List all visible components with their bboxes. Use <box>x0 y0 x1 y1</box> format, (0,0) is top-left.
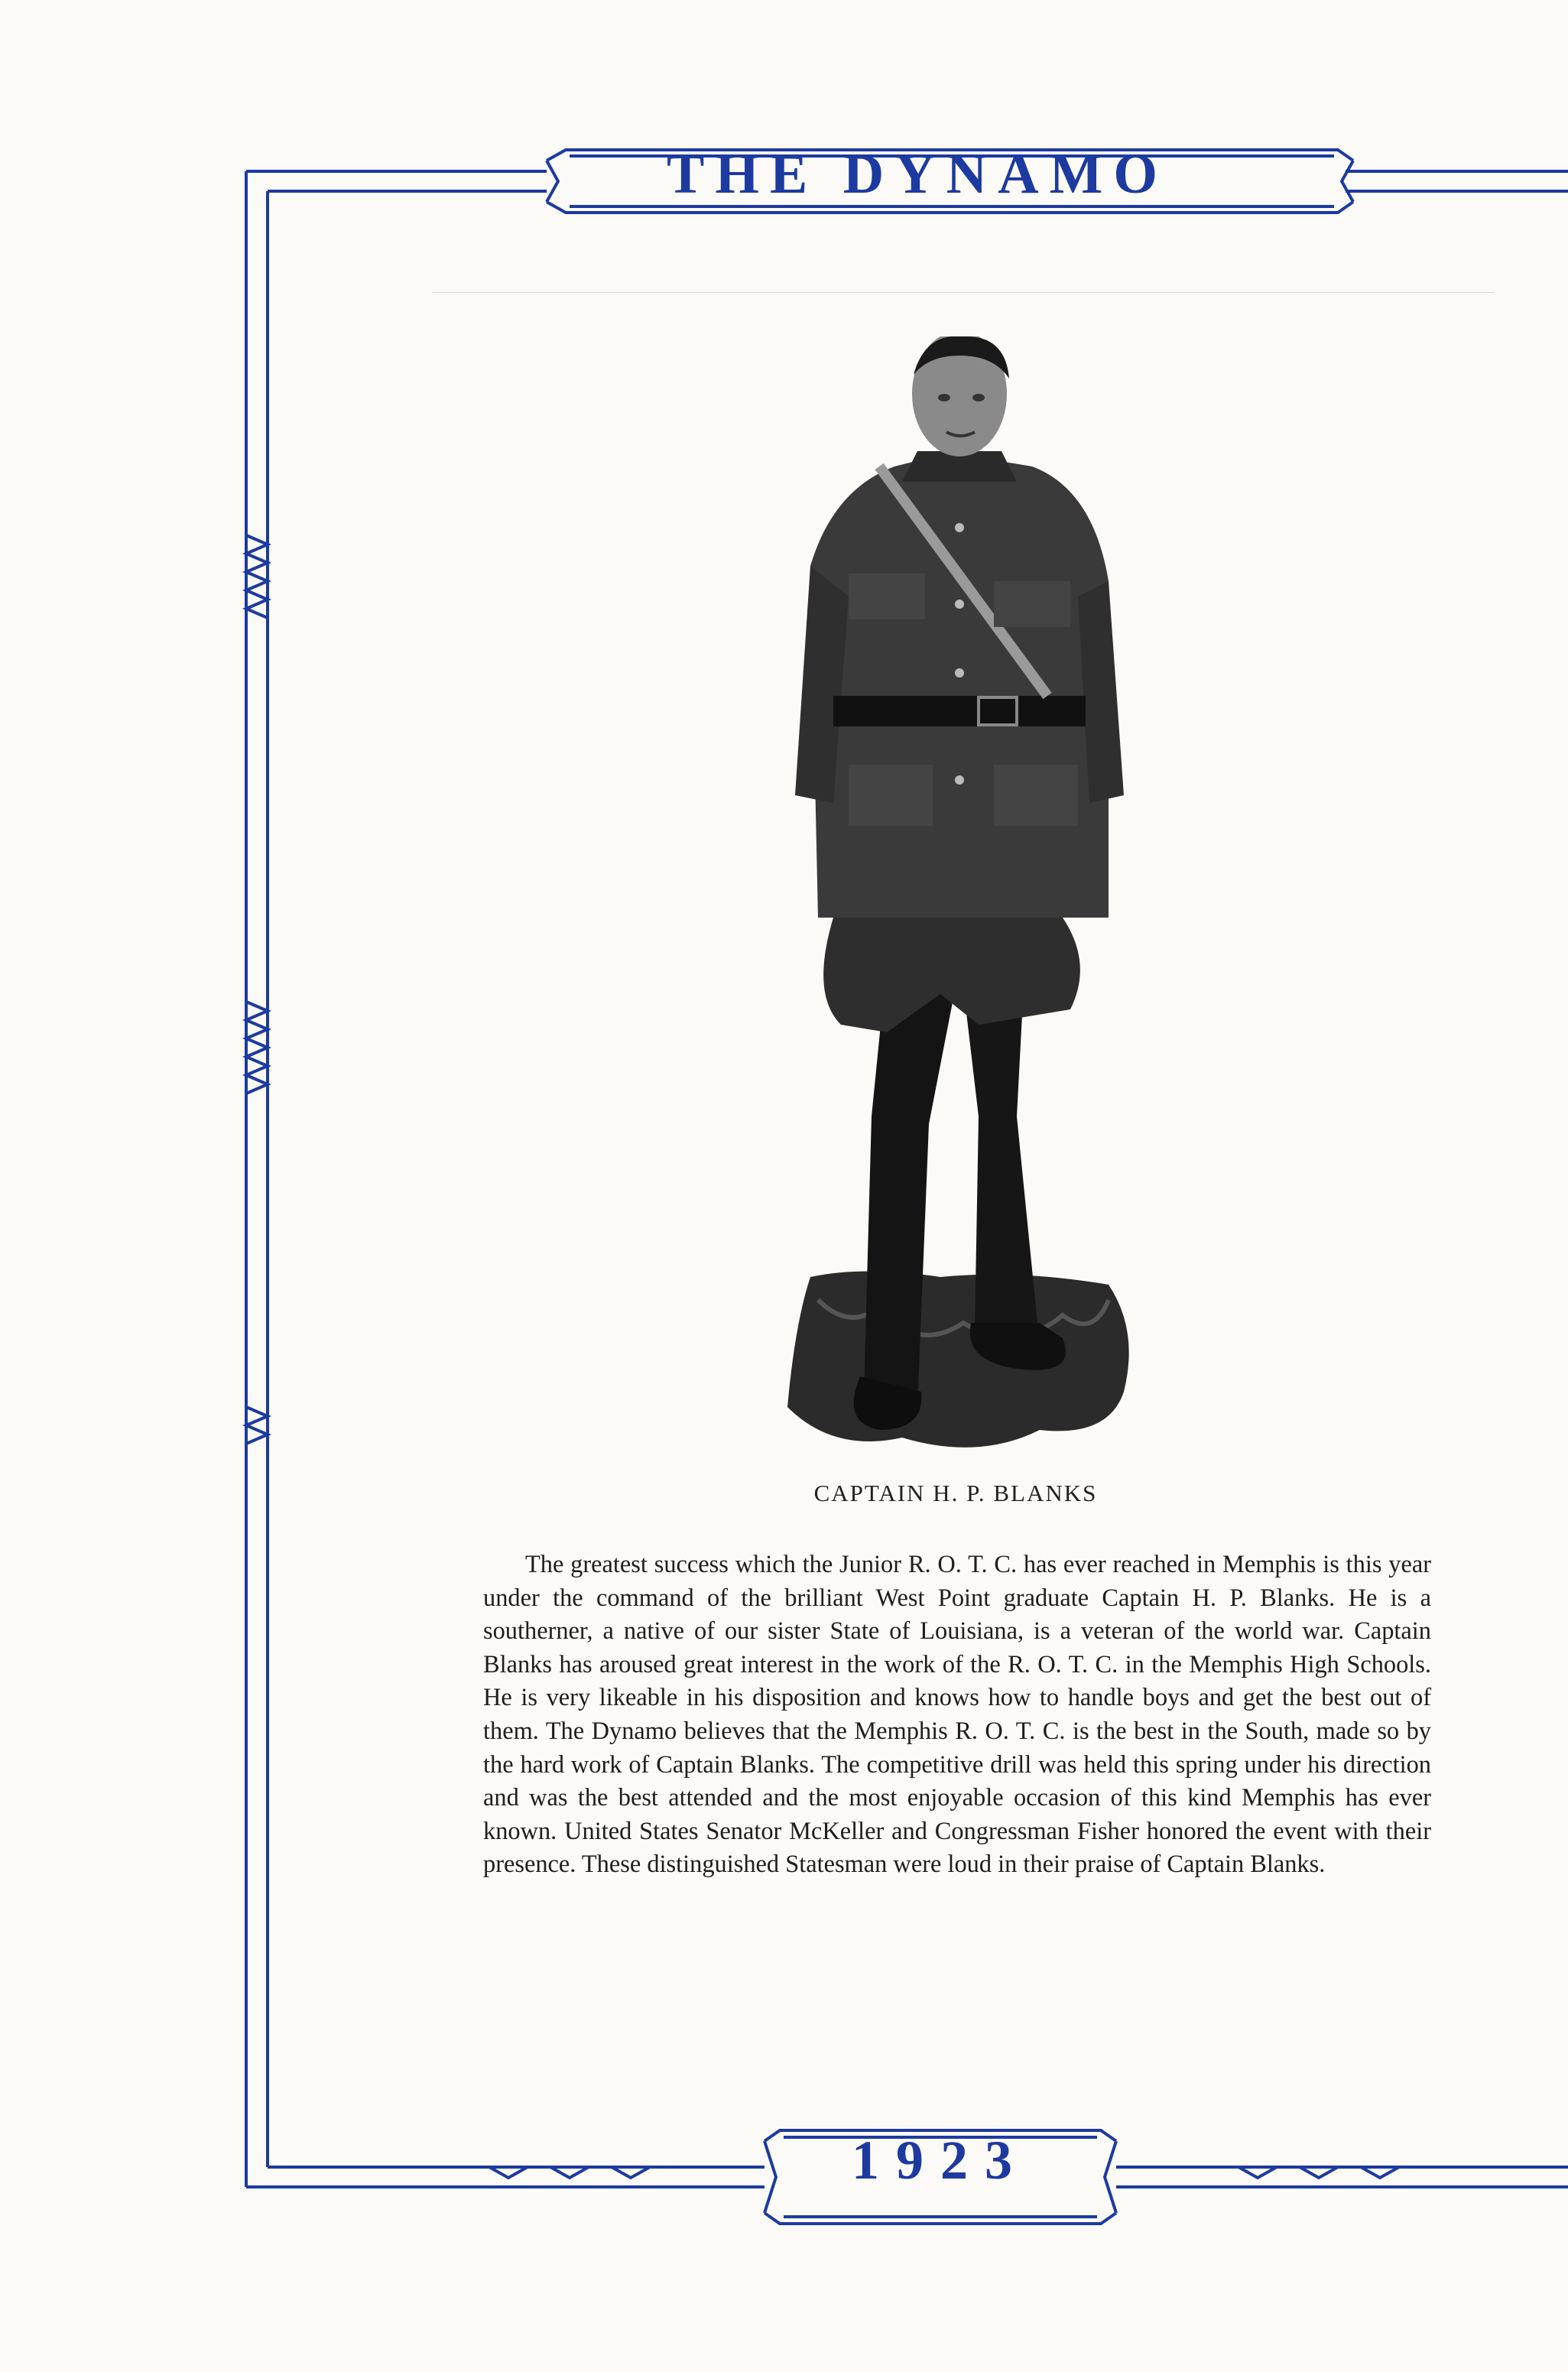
article-body <box>483 1548 1431 1882</box>
portrait-photo <box>787 336 1139 1476</box>
photo-caption: CAPTAIN H. P. BLANKS <box>813 1480 1098 1506</box>
article-paragraph: The greatest success which the Junior R. O. T. C. has ever reached in Memphis is this year under the command of the brilliant West Point graduate Captain H. P. Blanks. He is a southerner, a native of our sister State of Louisiana, is a veteran of the world war. Captain Blanks has aroused great interest in the work of the R. O. T. C. in the Memphis High Schools. He is very likeable in his disposition and knows how to handle boys and get the best out of them. The Dynamo believes that the Memphis R. O. T. C. is the best in the South, made so by the hard work of Captain Blanks. The competitive drill was held this spring under his direction and was the best attended and the most enjoyable occasion of this kind Memphis has ever known. United States Senator McKeller and Congressman Fisher honored the event with their presence. These distinguished Statesman were loud in their praise of Captain Blanks. <box>483 1551 1431 1879</box>
masthead-title: THE DYNAMO <box>667 143 1168 206</box>
footer-year: 1923 <box>852 2130 1029 2191</box>
